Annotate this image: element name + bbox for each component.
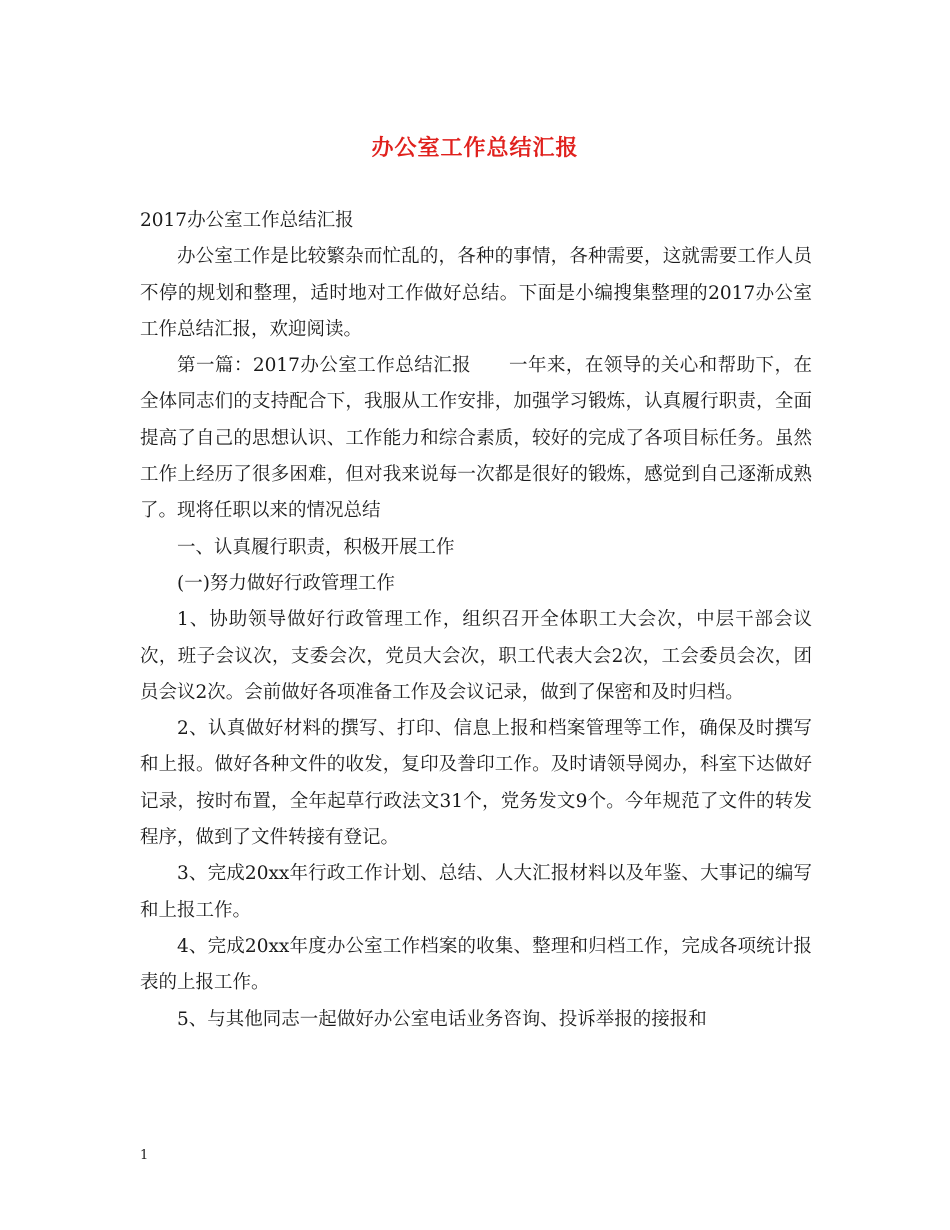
body-paragraph: 第一篇：2017办公室工作总结汇报 一年来，在领导的关心和帮助下，在全体同志们的支持配合下，我服从工作安排，加强学习锻炼，认真履行职责，全面提高了自己的思想认识、工作能力和综合素质，较好的完成了各项目标任务。虽然工作上经历了很多困难，但对我来说每一次都是很好的锻炼，感觉到自己逐渐成熟了。现将任职以来的情况总结 xyxy=(140,355,812,522)
intro-paragraph: 办公室工作是比较繁杂而忙乱的，各种的事情，各种需要，这就需要工作人员不停的规划和整理，适时地对工作做好总结。下面是小编搜集整理的2017办公室工作总结汇报，欢迎阅读。 xyxy=(140,246,812,340)
section-heading: 一、认真履行职责，积极开展工作 xyxy=(177,536,455,558)
list-item-paragraph: 2、认真做好材料的撰写、打印、信息上报和档案管理等工作，确保及时撰写和上报。做好各种文件的收发，复印及誊印工作。及时请领导阅办，科室下达做好记录，按时布置，全年起草行政法文31个，党务发文9个。今年规范了文件的转发程序，做到了文件转接有登记。 xyxy=(140,718,812,849)
document-body xyxy=(140,203,812,1038)
subsection-heading: (一)努力做好行政管理工作 xyxy=(177,572,395,594)
list-item-paragraph: 4、完成20xx年度办公室工作档案的收集、整理和归档工作，完成各项统计报表的上报工作。 xyxy=(140,935,812,994)
list-item-paragraph: 5、与其他同志一起做好办公室电话业务咨询、投诉举报的接报和 xyxy=(177,1008,707,1030)
subtitle-paragraph: 2017办公室工作总结汇报 xyxy=(140,210,354,231)
list-item-paragraph: 3、完成20xx年行政工作计划、总结、人大汇报材料以及年鉴、大事记的编写和上报工作。 xyxy=(140,863,812,921)
document-title: 办公室工作总结汇报 xyxy=(371,135,579,161)
list-item-paragraph: 1、协助领导做好行政管理工作，组织召开全体职工大会次，中层干部会议次，班子会议次，支委会次，党员大会次，职工代表大会2次，工会委员会次，团员会议2次。会前做好各项准备工作及会议记录，做到了保密和及时归档。 xyxy=(140,609,812,703)
page-number: 1 xyxy=(140,1148,149,1163)
